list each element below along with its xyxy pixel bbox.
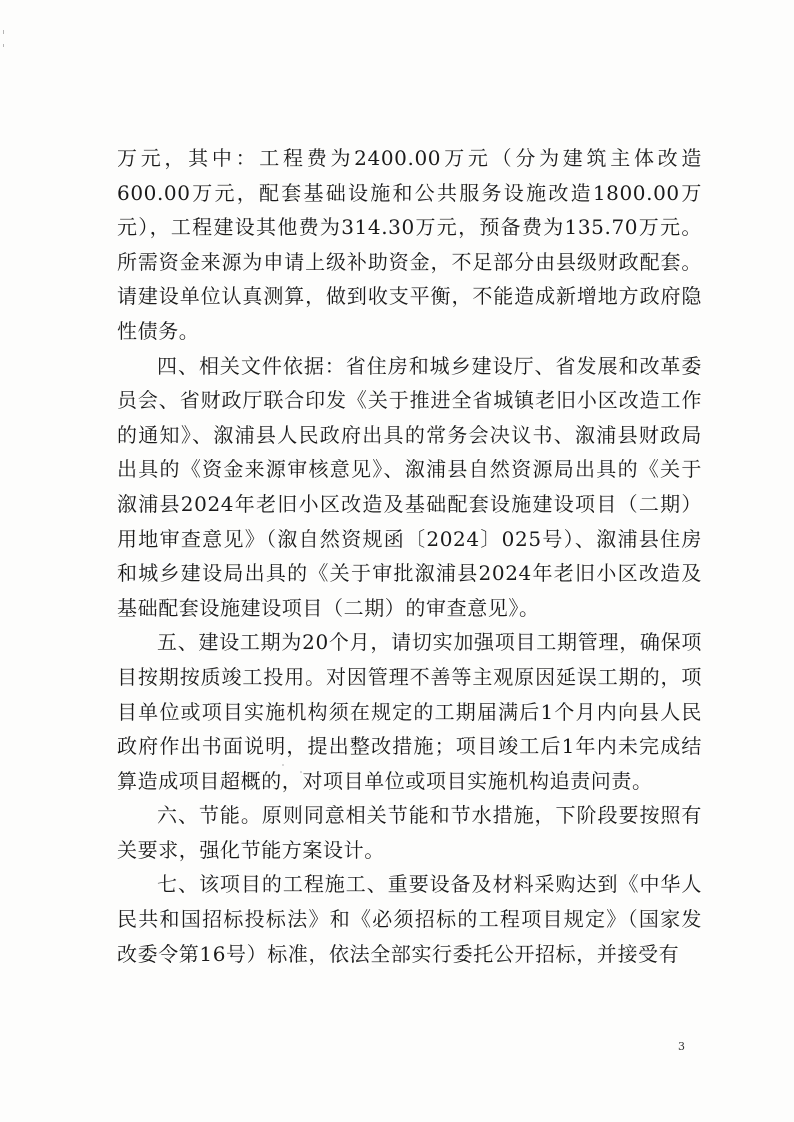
page-number: 3 xyxy=(678,1040,685,1053)
paragraph-item-four-references: 四、相关文件依据：省住房和城乡建设厅、省发展和改革委员会、省财政厅联合印发《关于推进全省城镇老旧小区改造工作的通知》、溆浦县人民政府出具的常务会决议书、溆浦县财政局出具的《资金来源审核意见》、溆浦县自然资源局出具的《关于溆浦县2024年老旧小区改造及基础配套设施建设项目（二期）用地审查意见》（溆自然资规函〔2024〕025号）、溆浦县住房和城乡建设局出具的《关于审批溆浦县2024年老旧小区改造及基础配套设施建设项目（二期）的审查意见》。 xyxy=(117,353,702,620)
paragraph-item-six-energy: 六、节能。原则同意相关节能和节水措施，下阶段要按照有关要求，强化节能方案设计。 xyxy=(117,803,702,862)
scan-edge-mark xyxy=(3,44,4,47)
paragraph-funding-continued: 万元，其中：工程费为2400.00万元（分为建筑主体改造600.00万元，配套基础设施和公共服务设施改造1800.00万元），工程建设其他费为314.30万元，预备费为135.70万元。所需资金来源为申请上级补助资金，不足部分由县级财政配套。请建设单位认真测算，做到收支平衡，不能造成新增地方政府隐性债务。 xyxy=(117,146,702,343)
scan-edge-mark xyxy=(3,30,4,34)
paragraph-item-seven-bidding: 七、该项目的工程施工、重要设备及材料采购达到《中华人民共和国招标投标法》和《必须招标的工程项目规定》（国家发改委令第16号）标准，依法全部实行委托公开招标，并接受有 xyxy=(117,872,702,966)
paragraph-item-five-schedule: 五、建设工期为20个月，请切实加强项目工期管理，确保项目按期按质竣工投用。对因管理不善等主观原因延误工期的，项目单位或项目实施机构须在规定的工期届满后1个月内向县人民政府作出书面说明，提出整改措施；项目竣工后1年内未完成结算造成项目超概的，对项目单位或项目实施机构追责问责。 xyxy=(117,630,702,793)
document-body xyxy=(117,141,702,971)
